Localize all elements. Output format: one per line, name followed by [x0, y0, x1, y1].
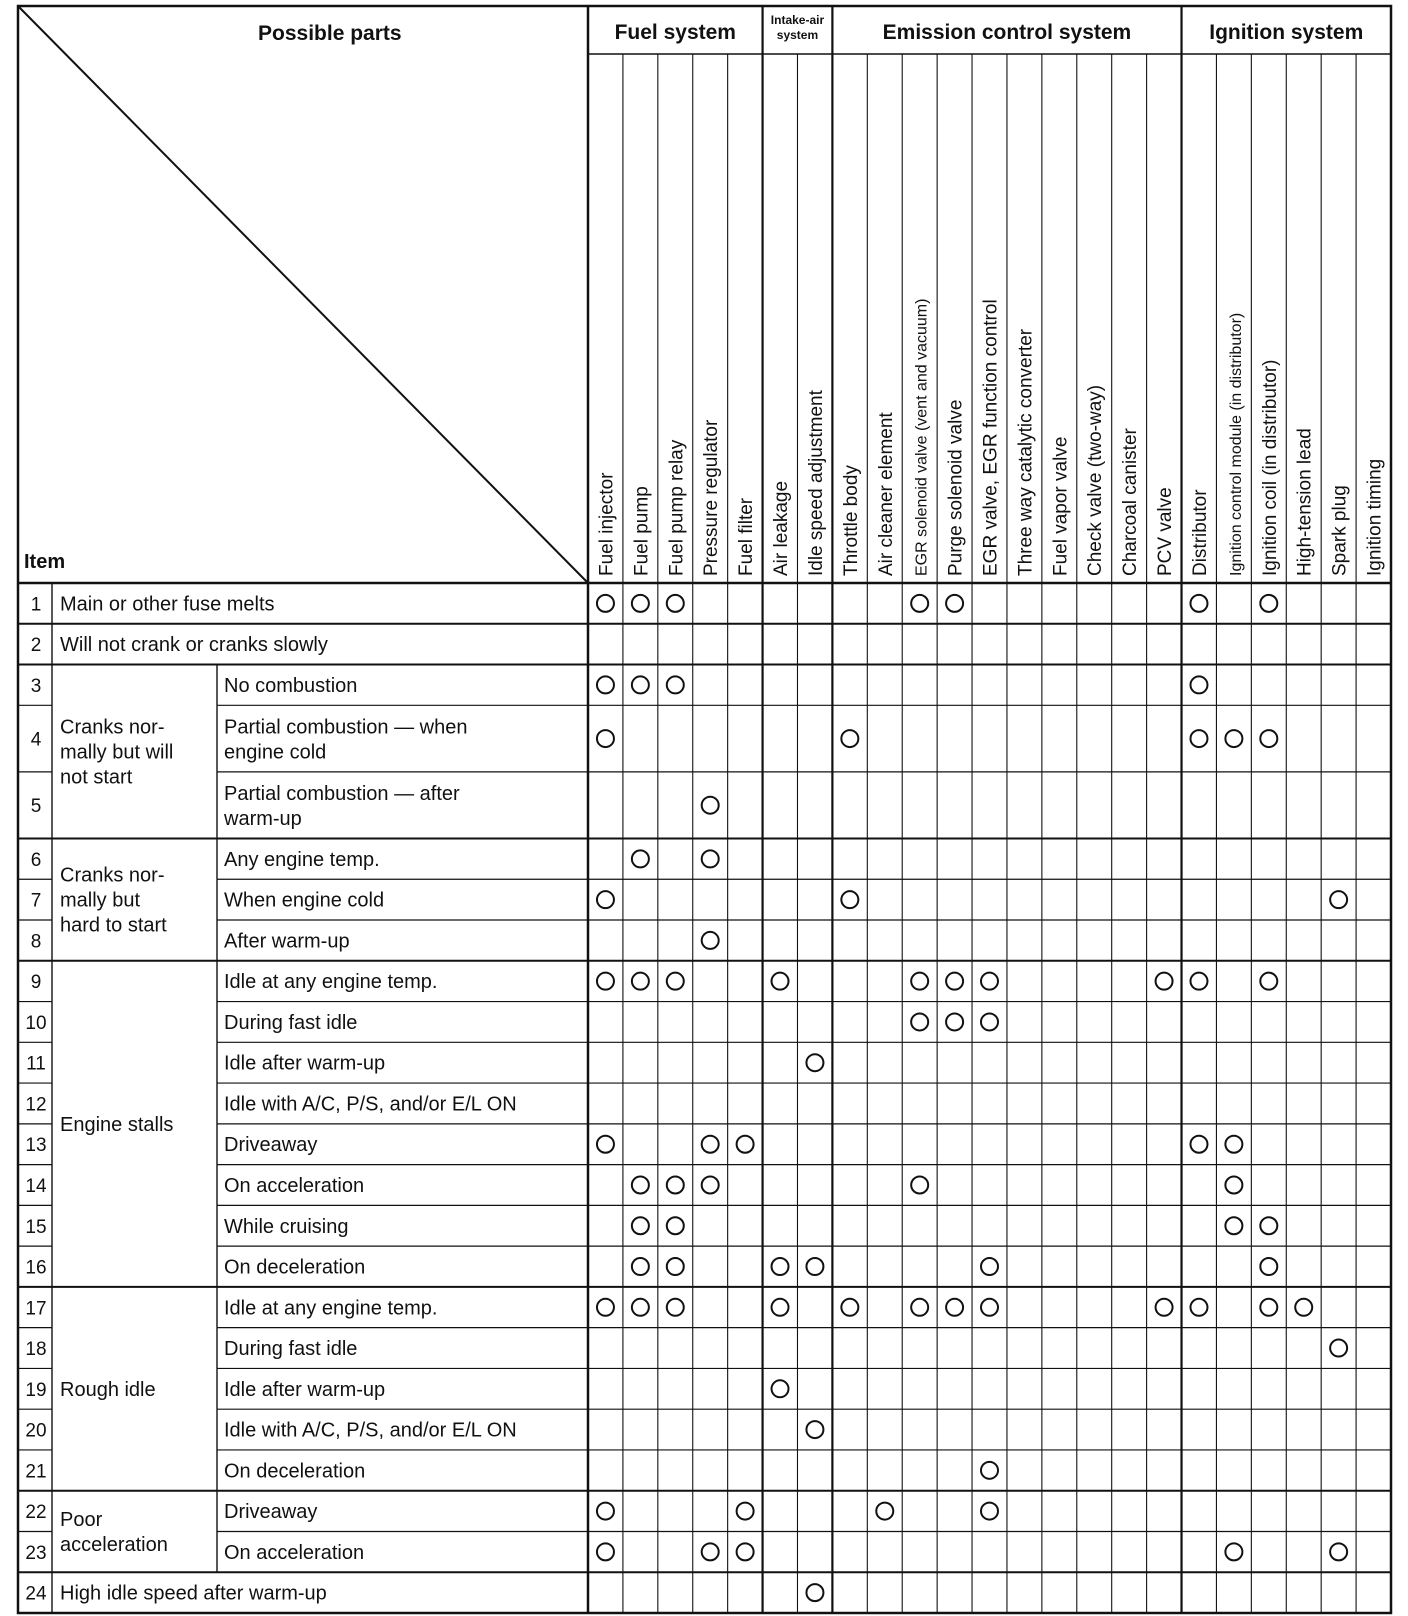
row-description: Idle after warm-up — [224, 1052, 386, 1075]
mark-circle — [702, 1543, 719, 1560]
category-label: Cranks nor- — [60, 864, 165, 887]
row-description: No combustion — [224, 674, 358, 697]
mark-circle — [667, 595, 684, 612]
mark-circle — [632, 850, 649, 867]
mark-circle — [1260, 1258, 1277, 1275]
mark-circle — [946, 1013, 963, 1030]
row-number: 7 — [30, 890, 42, 912]
mark-circle — [911, 973, 928, 990]
group-title: Emission control system — [882, 21, 1132, 44]
part-label: Fuel pump — [631, 486, 653, 576]
row-description: Partial combustion — when — [224, 716, 468, 739]
mark-circle — [632, 1176, 649, 1193]
mark-circle — [1260, 973, 1277, 990]
mark-circle — [667, 1299, 684, 1316]
row-number: 1 — [30, 594, 42, 616]
mark-circle — [1260, 1217, 1277, 1234]
part-label: Purge solenoid valve — [945, 399, 967, 576]
mark-circle — [1330, 891, 1347, 908]
mark-circle — [597, 891, 614, 908]
row-description: On deceleration — [224, 1256, 366, 1279]
mark-circle — [702, 850, 719, 867]
row-description: On deceleration — [224, 1460, 366, 1483]
row-description: On acceleration — [224, 1541, 365, 1564]
mark-circle — [981, 1258, 998, 1275]
mark-circle — [597, 1503, 614, 1520]
mark-circle — [911, 1299, 928, 1316]
row-description: Will not crank or cranks slowly — [60, 634, 328, 657]
mark-circle — [806, 1421, 823, 1438]
row-number: 18 — [25, 1339, 47, 1361]
row-description: While cruising — [224, 1215, 349, 1238]
row-description: engine cold — [224, 741, 327, 764]
mark-circle — [667, 676, 684, 693]
mark-circle — [806, 1584, 823, 1601]
mark-circle — [1190, 595, 1207, 612]
mark-circle — [911, 1013, 928, 1030]
mark-circle — [667, 973, 684, 990]
part-label: Fuel vapor valve — [1050, 436, 1072, 576]
mark-circle — [806, 1054, 823, 1071]
mark-circle — [632, 595, 649, 612]
part-label: EGR valve, EGR function control — [980, 299, 1002, 576]
part-label: Check valve (two-way) — [1085, 384, 1107, 576]
mark-circle — [1190, 676, 1207, 693]
row-number: 8 — [30, 931, 42, 953]
category-label: Rough idle — [60, 1378, 156, 1401]
mark-circle — [772, 1380, 789, 1397]
group-title: Ignition system — [1209, 21, 1364, 44]
part-label: Ignition timing — [1364, 458, 1386, 576]
mark-circle — [1330, 1543, 1347, 1560]
row-number: 6 — [30, 849, 42, 871]
mark-circle — [1190, 1299, 1207, 1316]
mark-circle — [597, 1543, 614, 1560]
mark-circle — [1190, 730, 1207, 747]
mark-circle — [1156, 973, 1173, 990]
group-title: Fuel system — [614, 21, 736, 44]
row-description: Idle at any engine temp. — [224, 1297, 438, 1320]
row-number: 15 — [25, 1216, 47, 1238]
mark-circle — [632, 676, 649, 693]
row-number: 23 — [25, 1542, 47, 1564]
header-diagonal — [18, 6, 588, 583]
mark-circle — [702, 1136, 719, 1153]
mark-circle — [667, 1217, 684, 1234]
mark-circle — [1190, 1136, 1207, 1153]
row-number: 21 — [25, 1461, 47, 1483]
mark-circle — [597, 973, 614, 990]
part-label: Spark plug — [1329, 485, 1351, 576]
row-number: 11 — [26, 1053, 46, 1075]
row-description: Idle at any engine temp. — [224, 971, 438, 994]
row-number: 12 — [25, 1094, 47, 1116]
mark-circle — [702, 932, 719, 949]
part-label: Three way catalytic converter — [1015, 328, 1037, 576]
mark-circle — [841, 730, 858, 747]
part-label: Air leakage — [771, 480, 793, 576]
row-description: Driveaway — [224, 1501, 318, 1524]
row-description: Driveaway — [224, 1134, 318, 1157]
part-label: Fuel injector — [596, 472, 618, 576]
part-label: Ignition coil (in distributor) — [1259, 359, 1281, 576]
mark-circle — [667, 1176, 684, 1193]
part-label: Throttle body — [840, 465, 862, 576]
row-description: High idle speed after warm-up — [60, 1582, 327, 1605]
mark-circle — [1260, 595, 1277, 612]
part-label: Pressure regulator — [701, 419, 723, 576]
row-number: 13 — [25, 1135, 47, 1157]
mark-circle — [1295, 1299, 1312, 1316]
row-number: 14 — [25, 1175, 47, 1197]
mark-circle — [981, 1013, 998, 1030]
mark-circle — [1225, 730, 1242, 747]
mark-circle — [981, 1462, 998, 1479]
mark-circle — [946, 973, 963, 990]
part-label: Ignition control module (in distributor) — [1227, 312, 1245, 576]
mark-circle — [911, 595, 928, 612]
mark-circle — [632, 1217, 649, 1234]
mark-circle — [597, 676, 614, 693]
mark-circle — [1225, 1176, 1242, 1193]
group-title: system — [776, 28, 819, 42]
mark-circle — [667, 1258, 684, 1275]
category-label: Engine stalls — [60, 1113, 174, 1136]
row-description: Idle after warm-up — [224, 1378, 386, 1401]
row-number: 4 — [30, 729, 42, 751]
part-label: PCV valve — [1155, 487, 1177, 576]
item-label: Item — [24, 551, 66, 573]
row-description: When engine cold — [224, 889, 385, 912]
row-description: Idle with A/C, P/S, and/or E/L ON — [224, 1419, 517, 1442]
mark-circle — [981, 1503, 998, 1520]
part-label: Charcoal canister — [1120, 428, 1142, 576]
mark-circle — [1225, 1136, 1242, 1153]
row-number: 9 — [30, 972, 42, 994]
part-label: High-tension lead — [1294, 428, 1316, 576]
row-number: 20 — [25, 1420, 47, 1442]
mark-circle — [772, 1258, 789, 1275]
mark-circle — [737, 1136, 754, 1153]
mark-circle — [597, 730, 614, 747]
row-description: Any engine temp. — [224, 848, 380, 871]
row-description: After warm-up — [224, 930, 350, 953]
part-label: Air cleaner element — [875, 412, 897, 576]
category-label: mally but — [60, 889, 141, 912]
mark-circle — [981, 1299, 998, 1316]
row-number: 24 — [25, 1583, 47, 1605]
mark-circle — [737, 1543, 754, 1560]
mark-circle — [841, 891, 858, 908]
mark-circle — [1330, 1340, 1347, 1357]
part-label: Idle speed adjustment — [805, 390, 827, 576]
mark-circle — [772, 973, 789, 990]
row-description: During fast idle — [224, 1011, 358, 1034]
row-description: warm-up — [224, 808, 302, 831]
mark-circle — [1190, 973, 1207, 990]
mark-circle — [1225, 1217, 1242, 1234]
possible-parts-label: Possible parts — [258, 22, 402, 45]
mark-circle — [981, 973, 998, 990]
mark-circle — [876, 1503, 893, 1520]
category-label: not start — [60, 766, 133, 789]
category-label: mally but will — [60, 741, 174, 764]
mark-circle — [1260, 730, 1277, 747]
mark-circle — [1260, 1299, 1277, 1316]
row-number: 5 — [30, 796, 42, 818]
category-label: Poor — [60, 1508, 103, 1531]
mark-circle — [1225, 1543, 1242, 1560]
mark-circle — [702, 797, 719, 814]
mark-circle — [1156, 1299, 1173, 1316]
category-label: acceleration — [60, 1533, 168, 1556]
row-number: 17 — [25, 1298, 47, 1320]
mark-circle — [737, 1503, 754, 1520]
row-number: 16 — [25, 1257, 47, 1279]
mark-circle — [946, 1299, 963, 1316]
row-description: Idle with A/C, P/S, and/or E/L ON — [224, 1093, 517, 1116]
category-label: hard to start — [60, 914, 167, 937]
mark-circle — [946, 595, 963, 612]
row-description: Partial combustion — after — [224, 783, 460, 806]
row-number: 3 — [30, 675, 42, 697]
part-label: Distributor — [1189, 489, 1211, 576]
mark-circle — [841, 1299, 858, 1316]
mark-circle — [597, 1136, 614, 1153]
row-description: On acceleration — [224, 1174, 365, 1197]
mark-circle — [597, 1299, 614, 1316]
row-number: 10 — [25, 1012, 47, 1034]
part-label: EGR solenoid valve (vent and vacuum) — [913, 298, 931, 576]
mark-circle — [632, 973, 649, 990]
mark-circle — [632, 1299, 649, 1316]
row-number: 2 — [30, 635, 42, 657]
mark-circle — [806, 1258, 823, 1275]
part-label: Fuel pump relay — [666, 439, 688, 576]
row-description: During fast idle — [224, 1338, 358, 1361]
row-description: Main or other fuse melts — [60, 593, 275, 616]
category-label: Cranks nor- — [60, 716, 165, 739]
row-number: 22 — [25, 1502, 47, 1524]
mark-circle — [911, 1176, 928, 1193]
row-number: 19 — [25, 1379, 47, 1401]
group-title: Intake-air — [770, 13, 825, 27]
mark-circle — [597, 595, 614, 612]
mark-circle — [772, 1299, 789, 1316]
mark-circle — [632, 1258, 649, 1275]
part-label: Fuel filter — [736, 497, 758, 576]
mark-circle — [702, 1176, 719, 1193]
